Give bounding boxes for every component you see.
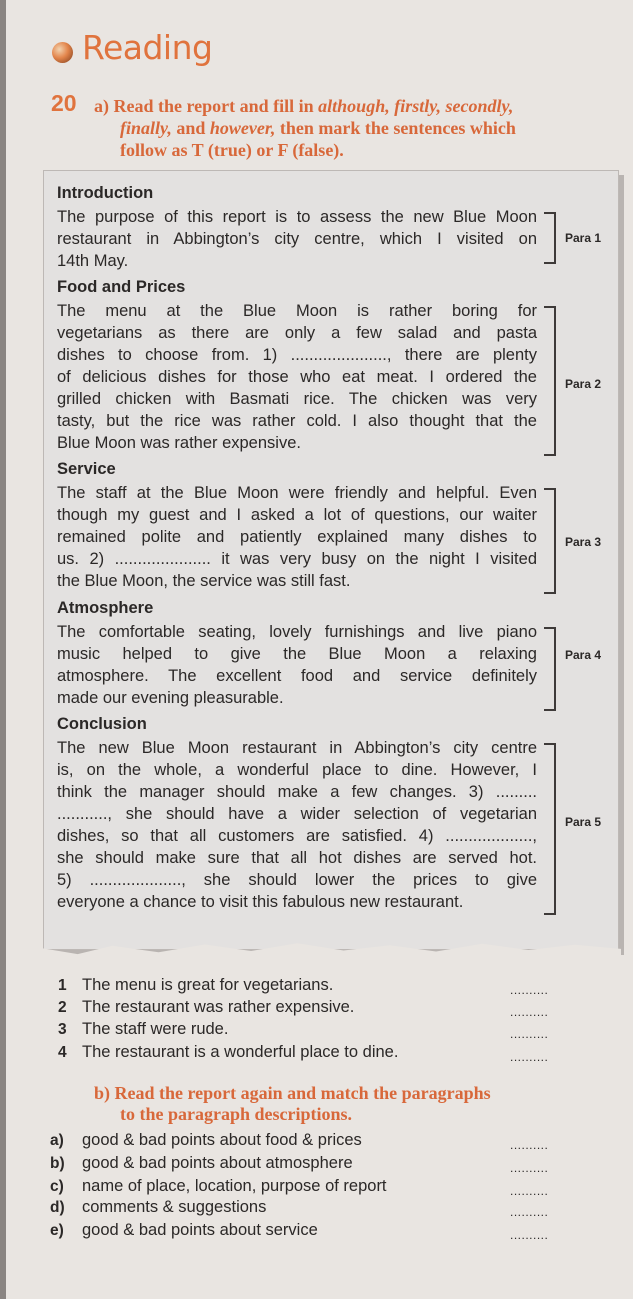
description-text: name of place, location, purpose of report — [82, 1177, 387, 1195]
report-line: Blue Moon was rather expensive. — [57, 434, 301, 452]
report-line: grilled chicken with Basmati rice. The chicken was very — [57, 390, 537, 408]
report-line: ..........., she should have a wider selection of vegetarian — [57, 805, 537, 823]
answer-blank[interactable]: .......... — [510, 1005, 549, 1019]
page-edge — [0, 0, 6, 1299]
item-letter: b) — [50, 1155, 65, 1172]
answer-blank[interactable]: .......... — [510, 1184, 549, 1198]
report-line: restaurant in Abbington’s city centre, which I visited on — [57, 230, 537, 248]
statement-number: 4 — [58, 1044, 67, 1061]
section-title-service: Service — [57, 460, 116, 478]
report-line: made our evening pleasurable. — [57, 689, 284, 707]
para-label-3: Para 3 — [565, 535, 602, 549]
item-letter: e) — [50, 1222, 64, 1239]
report-line-blank-4: dishes, so that all customers are satisfied. 4) ..................., — [57, 827, 537, 845]
description-text: comments & suggestions — [82, 1198, 267, 1216]
part-b-instruction-2: to the paragraph descriptions. — [120, 1104, 353, 1124]
description-text: good & bad points about service — [82, 1221, 318, 1239]
report-line: The staff at the Blue Moon were friendly and helpful. Even — [57, 484, 537, 502]
report-line: the Blue Moon, the service was still fast. — [57, 572, 351, 590]
answer-blank[interactable]: .......... — [510, 1228, 549, 1242]
para-bracket — [544, 212, 556, 264]
report-line: tasty, but the rice was rather cold. I also thought that the — [57, 412, 537, 430]
report-line: is, on the whole, a wonderful place to dine. However, I — [57, 761, 537, 779]
report-line-blank-3: think the manager should make a few changes. 3) ......... — [57, 783, 537, 801]
instruction-word-however: however, — [209, 118, 276, 138]
instruction-line-2 — [120, 117, 516, 139]
section-title-atmosphere: Atmosphere — [57, 599, 154, 617]
item-letter: a) — [50, 1132, 64, 1149]
answer-blank[interactable]: .......... — [510, 1205, 549, 1219]
report-line-blank-2: us. 2) ..................... it was very busy on the night I visited — [57, 550, 537, 568]
para-bracket — [544, 488, 556, 594]
report-line: though my guest and I asked a lot of questions, our waiter — [57, 506, 537, 524]
instruction-text: then mark the sentences which — [275, 118, 516, 138]
exercise-number: 20 — [51, 90, 77, 116]
part-b-instruction-1: b) Read the report again and match the paragraphs — [94, 1083, 491, 1103]
report-line: The comfortable seating, lovely furnishings and live piano — [57, 623, 537, 641]
instruction-line-3: follow as T (true) or F (false). — [120, 140, 344, 160]
instruction-words: although, firstly, secondly, — [318, 96, 514, 116]
para-label-2: Para 2 — [565, 377, 602, 391]
para-label-1: Para 1 — [565, 231, 602, 245]
instruction-word-finally: finally, — [120, 118, 172, 138]
instruction-text: and — [171, 118, 210, 138]
section-title-introduction: Introduction — [57, 184, 154, 202]
report-line: she should make sure that all hot dishes are served hot. — [57, 849, 537, 867]
report-line: atmosphere. The excellent food and service definitely — [57, 667, 537, 685]
description-text: good & bad points about food & prices — [82, 1131, 362, 1149]
report-line: music helped to give the Blue Moon a relaxing — [57, 645, 537, 663]
item-letter: c) — [50, 1178, 64, 1195]
answer-blank[interactable]: .......... — [510, 1050, 549, 1064]
statement-text: The restaurant is a wonderful place to dine. — [82, 1043, 399, 1061]
section-title-conclusion: Conclusion — [57, 715, 147, 733]
statement-text: The menu is great for vegetarians. — [82, 976, 334, 994]
para-label-5: Para 5 — [565, 815, 602, 829]
part-a-letter: a) — [94, 96, 109, 116]
report-line: remained polite and patiently explained many dishes to — [57, 528, 537, 546]
report-line: of delicious dishes for those who eat meat. I ordered the — [57, 368, 537, 386]
answer-blank[interactable]: .......... — [510, 983, 549, 997]
report-line-blank-1: dishes to choose from. 1) ....................., there are plenty — [57, 346, 537, 364]
statement-text: The restaurant was rather expensive. — [82, 998, 355, 1016]
report-line: 14th May. — [57, 252, 129, 270]
answer-blank[interactable]: .......... — [510, 1027, 549, 1041]
bullet-icon — [52, 42, 73, 63]
report-line: The menu at the Blue Moon is rather boring for — [57, 302, 537, 320]
para-bracket — [544, 306, 556, 456]
statement-number: 2 — [58, 999, 67, 1016]
item-letter: d) — [50, 1199, 65, 1216]
statement-text: The staff were rude. — [82, 1020, 229, 1038]
instruction-text: Read the report and fill in — [113, 96, 319, 116]
statement-number: 1 — [58, 977, 67, 994]
report-line-blank-5: 5) ...................., she should lower the prices to give — [57, 871, 537, 889]
heading-title: Reading — [82, 28, 213, 67]
para-label-4: Para 4 — [565, 648, 602, 662]
report-line: vegetarians as there are only a few salad and pasta — [57, 324, 537, 342]
report-line: The purpose of this report is to assess the new Blue Moon — [57, 208, 537, 226]
instruction-line-1 — [94, 95, 513, 117]
description-text: good & bad points about atmosphere — [82, 1154, 353, 1172]
para-bracket — [544, 627, 556, 711]
answer-blank[interactable]: .......... — [510, 1161, 549, 1175]
report-line: The new Blue Moon restaurant in Abbington’s city centre — [57, 739, 537, 757]
report-line: everyone a chance to visit this fabulous new restaurant. — [57, 893, 464, 911]
answer-blank[interactable]: .......... — [510, 1138, 549, 1152]
statement-number: 3 — [58, 1021, 67, 1038]
section-title-food: Food and Prices — [57, 278, 186, 296]
para-bracket — [544, 743, 556, 915]
